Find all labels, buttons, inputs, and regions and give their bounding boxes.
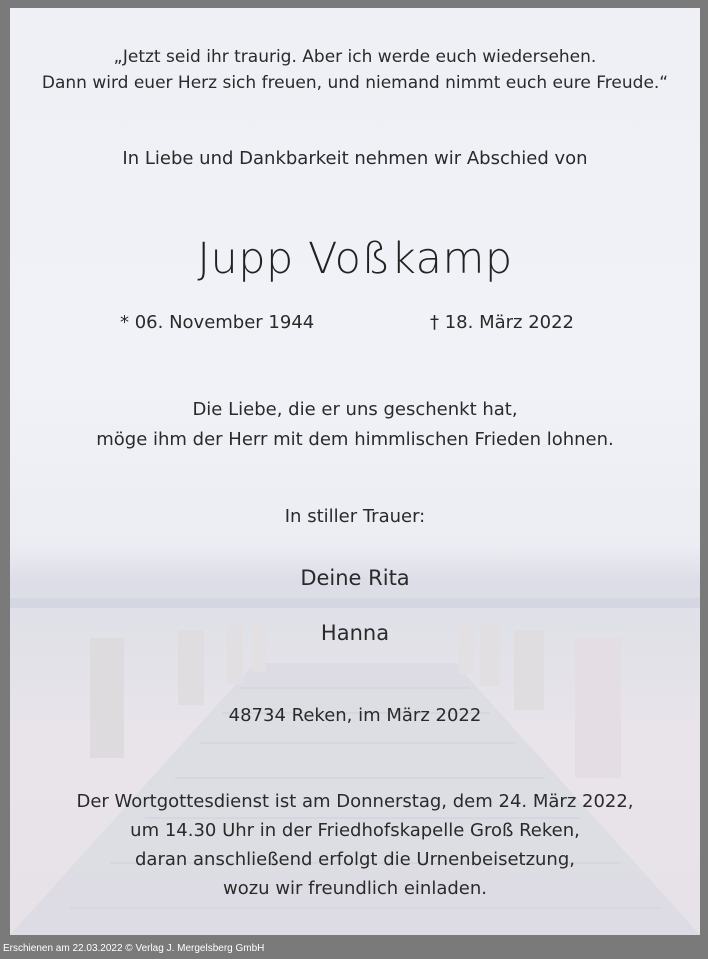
service-line: wozu wir freundlich einladen. [223,878,487,899]
service-line: Der Wortgottesdienst ist am Donnerstag, dem 24. März 2022, [76,791,634,812]
memorial-verse [10,395,700,455]
mourner-name: Hanna [320,621,390,645]
quote-line: „Jetzt seid ihr traurig. Aber ich werde euch wiedersehen. [113,47,597,67]
obituary-card [10,8,700,935]
service-line: um 14.30 Uhr in der Friedhofskapelle Groß Reken, [130,820,580,841]
life-dates [10,312,700,338]
publication-footer: Erschienen am 22.03.2022 © Verlag J. Mergelsberg GmbH [3,943,265,954]
mourning-heading: In stiller Trauer: [284,506,426,527]
service-details [10,787,700,903]
farewell-intro: In Liebe und Dankbarkeit nehmen wir Abschied von [122,148,588,169]
verse-line: Die Liebe, die er uns geschenkt hat, [192,399,518,420]
place-and-date: 48734 Reken, im März 2022 [228,705,482,726]
birth-date: * 06. November 1944 [120,312,315,333]
deceased-name: Jupp Voßkamp [197,234,513,284]
scripture-quote [10,44,700,96]
death-date: † 18. März 2022 [430,312,575,333]
quote-line: Dann wird euer Herz sich freuen, und niemand nimmt euch eure Freude.“ [41,73,669,93]
service-line: daran anschließend erfolgt die Urnenbeisetzung, [134,849,575,870]
mourner-name: Deine Rita [300,566,410,590]
verse-line: möge ihm der Herr mit dem himmlischen Frieden lohnen. [96,429,614,450]
